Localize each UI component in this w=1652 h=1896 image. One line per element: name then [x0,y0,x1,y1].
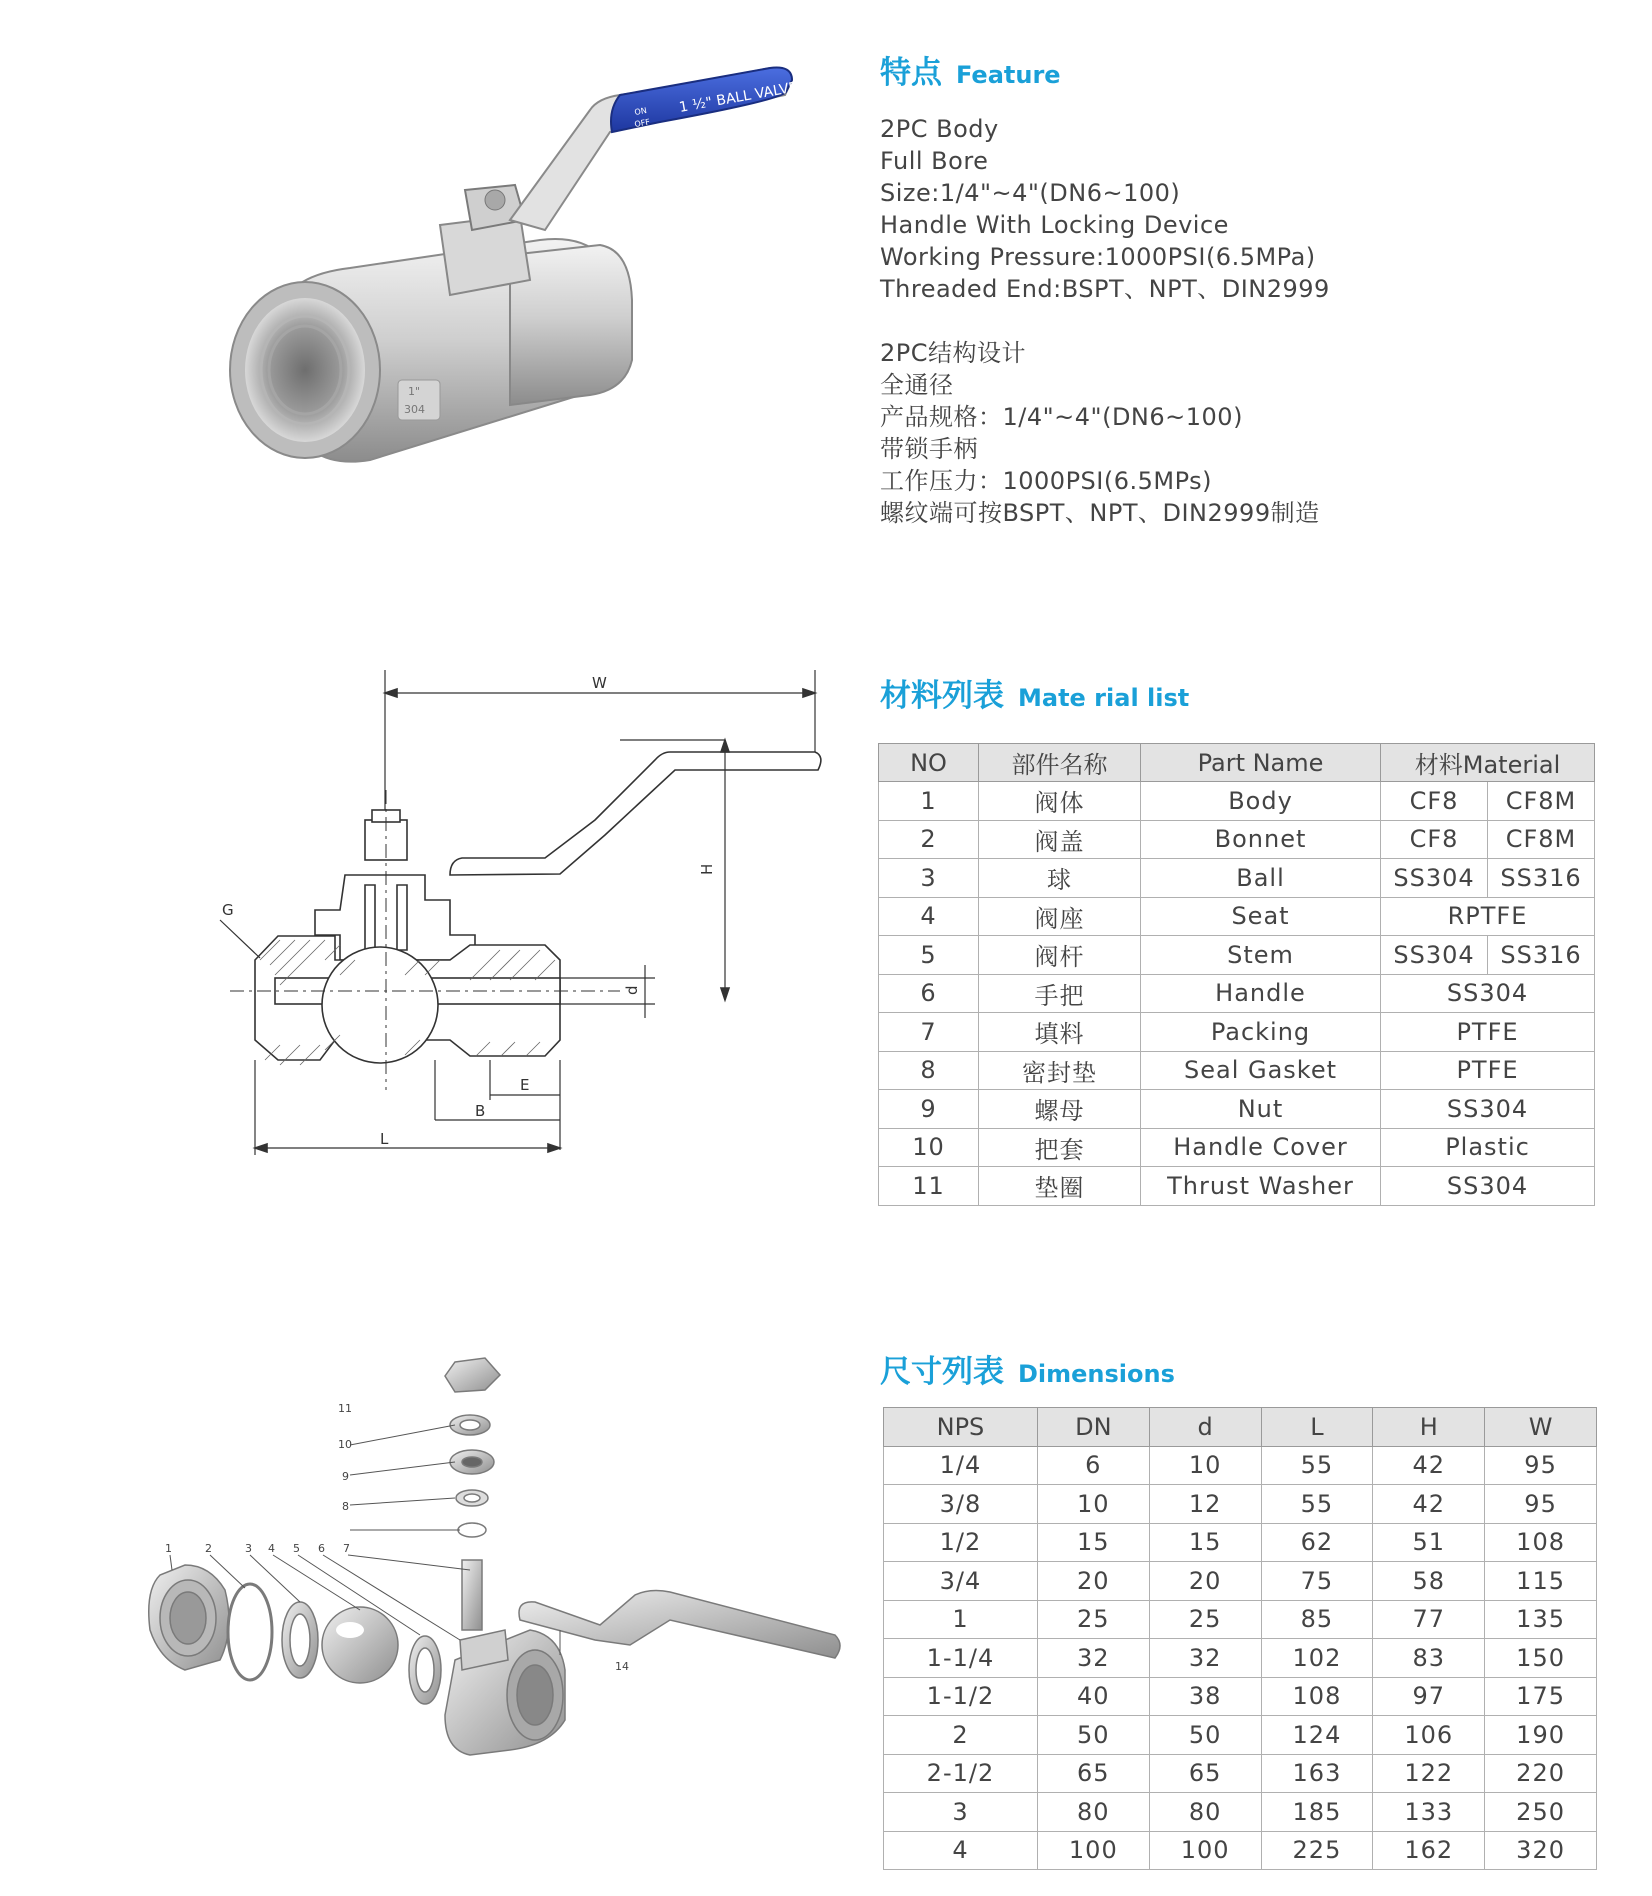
cell-l: 75 [1261,1562,1373,1601]
cell-h: 42 [1373,1446,1485,1485]
cell-part-zh: 球 [979,859,1141,898]
cell-part-en: Handle Cover [1141,1128,1381,1167]
cell-d: 50 [1149,1716,1261,1755]
table-header-row [879,744,1595,782]
dim-label-w: W [592,674,607,692]
cell-material: PTFE [1381,1051,1595,1090]
cell-part-zh: 螺母 [979,1090,1141,1129]
cell-dn: 32 [1037,1639,1149,1678]
cell-dn: 6 [1037,1446,1149,1485]
cell-w: 320 [1485,1831,1597,1870]
cell-no: 6 [879,974,979,1013]
callout-4: 4 [268,1542,275,1555]
cell-nps: 1-1/2 [884,1677,1038,1716]
cell-h: 77 [1373,1600,1485,1639]
feature-line-zh: 工作压力：1000PSI(6.5MPs) [880,467,1213,495]
cell-d: 12 [1149,1485,1261,1524]
feature-line: Full Bore [880,147,989,175]
cell-dn: 100 [1037,1831,1149,1870]
materials-heading [880,670,1189,715]
cell-d: 38 [1149,1677,1261,1716]
table-row [879,936,1595,975]
cell-l: 124 [1261,1716,1373,1755]
cell-l: 185 [1261,1793,1373,1832]
cell-material-1: SS304 [1381,936,1488,975]
table-row [879,782,1595,821]
callout-11: 11 [338,1402,352,1415]
table-row [884,1677,1597,1716]
cell-h: 83 [1373,1639,1485,1678]
technical-drawing [200,660,840,1180]
table-row [879,897,1595,936]
cell-part-zh: 阀座 [979,897,1141,936]
cell-nps: 1-1/4 [884,1639,1038,1678]
handle-print: 1 ½" BALL VALVE [677,79,799,116]
exploded-view [110,1340,850,1770]
header-nps: NPS [884,1408,1038,1447]
cell-dn: 50 [1037,1716,1149,1755]
table-row [884,1523,1597,1562]
cell-h: 58 [1373,1562,1485,1601]
cell-dn: 25 [1037,1600,1149,1639]
callout-9: 9 [342,1470,349,1483]
cell-no: 7 [879,1013,979,1052]
cell-l: 102 [1261,1639,1373,1678]
table-row [884,1485,1597,1524]
cell-no: 10 [879,1128,979,1167]
cell-material-1: CF8 [1381,820,1488,859]
cell-l: 163 [1261,1754,1373,1793]
cell-w: 250 [1485,1793,1597,1832]
feature-line-zh: 螺纹端可按BSPT、NPT、DIN2999制造 [880,499,1320,527]
cell-dn: 65 [1037,1754,1149,1793]
cell-part-zh: 密封垫 [979,1051,1141,1090]
table-row [884,1446,1597,1485]
table-row [879,1013,1595,1052]
cell-material-1: SS304 [1381,859,1488,898]
cell-w: 175 [1485,1677,1597,1716]
cell-nps: 3/8 [884,1485,1038,1524]
feature-line-zh: 带锁手柄 [880,435,978,463]
feature-list [880,113,1330,529]
cell-part-en: Bonnet [1141,820,1381,859]
cell-material: PTFE [1381,1013,1595,1052]
cell-part-zh: 阀盖 [979,820,1141,859]
dim-label-h: H [698,863,716,875]
cell-d: 100 [1149,1831,1261,1870]
cell-part-en: Stem [1141,936,1381,975]
cell-l: 62 [1261,1523,1373,1562]
feature-heading [880,47,1061,92]
feature-line: Handle With Locking Device [880,211,1229,239]
cell-part-zh: 垫圈 [979,1167,1141,1206]
callout-8: 8 [342,1500,349,1513]
feature-line-zh: 全通径 [880,371,954,399]
handle-off-label: OFF [633,117,651,129]
materials-title-zh: 材料列表 [880,678,1004,714]
cell-dn: 40 [1037,1677,1149,1716]
cell-dn: 15 [1037,1523,1149,1562]
table-row [884,1716,1597,1755]
feature-line: Working Pressure:1000PSI(6.5MPa) [880,243,1316,271]
cell-no: 5 [879,936,979,975]
callout-5: 5 [293,1542,300,1555]
cell-l: 55 [1261,1485,1373,1524]
cell-l: 108 [1261,1677,1373,1716]
dimensions-table [883,1407,1597,1870]
dimensions-title-en: Dimensions [1018,1360,1175,1388]
cell-nps: 1 [884,1600,1038,1639]
cell-h: 51 [1373,1523,1485,1562]
header-d: d [1149,1408,1261,1447]
dim-label-b: B [475,1102,486,1120]
cell-material-2: CF8M [1488,820,1595,859]
cell-nps: 1/2 [884,1523,1038,1562]
table-row [879,1051,1595,1090]
cell-h: 97 [1373,1677,1485,1716]
cell-w: 150 [1485,1639,1597,1678]
table-row [879,974,1595,1013]
cell-no: 9 [879,1090,979,1129]
table-row [884,1831,1597,1870]
materials-table [878,743,1595,1206]
cell-nps: 3 [884,1793,1038,1832]
cell-w: 135 [1485,1600,1597,1639]
feature-title-en: Feature [956,61,1061,89]
table-row [884,1639,1597,1678]
cell-material: SS304 [1381,974,1595,1013]
header-material: 材料Material [1381,744,1595,782]
header-w: W [1485,1408,1597,1447]
cell-l: 55 [1261,1446,1373,1485]
cell-w: 108 [1485,1523,1597,1562]
table-row [879,820,1595,859]
feature-line-zh: 2PC结构设计 [880,339,1026,367]
table-row [884,1562,1597,1601]
cell-material-1: CF8 [1381,782,1488,821]
cell-d: 15 [1149,1523,1261,1562]
cell-h: 106 [1373,1716,1485,1755]
cell-part-en: Body [1141,782,1381,821]
body-stamp-grade: 304 [404,403,425,416]
cell-material: Plastic [1381,1128,1595,1167]
cell-no: 3 [879,859,979,898]
cell-w: 220 [1485,1754,1597,1793]
cell-w: 190 [1485,1716,1597,1755]
table-row [879,1090,1595,1129]
table-row [879,859,1595,898]
dim-label-d: d [623,985,641,995]
callout-1: 1 [165,1542,172,1555]
cell-l: 85 [1261,1600,1373,1639]
cell-h: 133 [1373,1793,1485,1832]
cell-part-en: Handle [1141,974,1381,1013]
callout-14: 14 [615,1660,629,1673]
callout-10: 10 [338,1438,352,1451]
handle-on-label: ON [633,105,648,117]
cell-material-2: SS316 [1488,859,1595,898]
dimensions-title-zh: 尺寸列表 [880,1354,1004,1390]
header-h: H [1373,1408,1485,1447]
feature-line: 2PC Body [880,115,999,143]
cell-part-zh: 把套 [979,1128,1141,1167]
cell-h: 122 [1373,1754,1485,1793]
cell-d: 25 [1149,1600,1261,1639]
cell-nps: 4 [884,1831,1038,1870]
cell-part-en: Thrust Washer [1141,1167,1381,1206]
cell-no: 4 [879,897,979,936]
cell-no: 1 [879,782,979,821]
cell-h: 162 [1373,1831,1485,1870]
callout-6: 6 [318,1542,325,1555]
table-row [879,1128,1595,1167]
cell-dn: 10 [1037,1485,1149,1524]
header-part-en: Part Name [1141,744,1381,782]
table-header-row [884,1408,1597,1447]
cell-no: 2 [879,820,979,859]
dim-label-l: L [380,1130,389,1148]
header-part-zh: 部件名称 [979,744,1141,782]
cell-material: RPTFE [1381,897,1595,936]
cell-part-en: Seat [1141,897,1381,936]
cell-nps: 3/4 [884,1562,1038,1601]
callout-3: 3 [245,1542,252,1555]
table-row [884,1754,1597,1793]
cell-d: 20 [1149,1562,1261,1601]
cell-no: 11 [879,1167,979,1206]
cell-nps: 2 [884,1716,1038,1755]
cell-part-en: Ball [1141,859,1381,898]
cell-d: 80 [1149,1793,1261,1832]
cell-d: 65 [1149,1754,1261,1793]
cell-h: 42 [1373,1485,1485,1524]
feature-title-zh: 特点 [880,55,942,91]
cell-d: 32 [1149,1639,1261,1678]
cell-w: 115 [1485,1562,1597,1601]
cell-material-2: SS316 [1488,936,1595,975]
cell-part-zh: 手把 [979,974,1141,1013]
table-row [884,1600,1597,1639]
dim-label-e: E [520,1076,530,1094]
feature-line: Size:1/4"~4"(DN6~100) [880,179,1181,207]
cell-w: 95 [1485,1446,1597,1485]
cell-material: SS304 [1381,1090,1595,1129]
materials-title-en: Mate rial list [1018,684,1190,712]
cell-dn: 20 [1037,1562,1149,1601]
dimensions-heading [880,1346,1175,1391]
cell-part-en: Nut [1141,1090,1381,1129]
header-dn: DN [1037,1408,1149,1447]
cell-part-zh: 填料 [979,1013,1141,1052]
cell-dn: 80 [1037,1793,1149,1832]
cell-d: 10 [1149,1446,1261,1485]
header-l: L [1261,1408,1373,1447]
cell-l: 225 [1261,1831,1373,1870]
feature-line: Threaded End:BSPT、NPT、DIN2999 [880,275,1330,303]
cell-part-en: Seal Gasket [1141,1051,1381,1090]
feature-line-zh: 产品规格：1/4"~4"(DN6~100) [880,403,1243,431]
table-row [884,1793,1597,1832]
cell-material-2: CF8M [1488,782,1595,821]
cell-part-zh: 阀杆 [979,936,1141,975]
callout-7: 7 [343,1542,350,1555]
ball-valve-photo [180,40,840,510]
header-no: NO [879,744,979,782]
cell-no: 8 [879,1051,979,1090]
cell-material: SS304 [1381,1167,1595,1206]
dim-label-g: G [222,901,234,919]
cell-nps: 1/4 [884,1446,1038,1485]
callout-2: 2 [205,1542,212,1555]
cell-part-en: Packing [1141,1013,1381,1052]
cell-part-zh: 阀体 [979,782,1141,821]
cell-w: 95 [1485,1485,1597,1524]
cell-nps: 2-1/2 [884,1754,1038,1793]
table-row [879,1167,1595,1206]
body-stamp-size: 1" [408,385,421,398]
